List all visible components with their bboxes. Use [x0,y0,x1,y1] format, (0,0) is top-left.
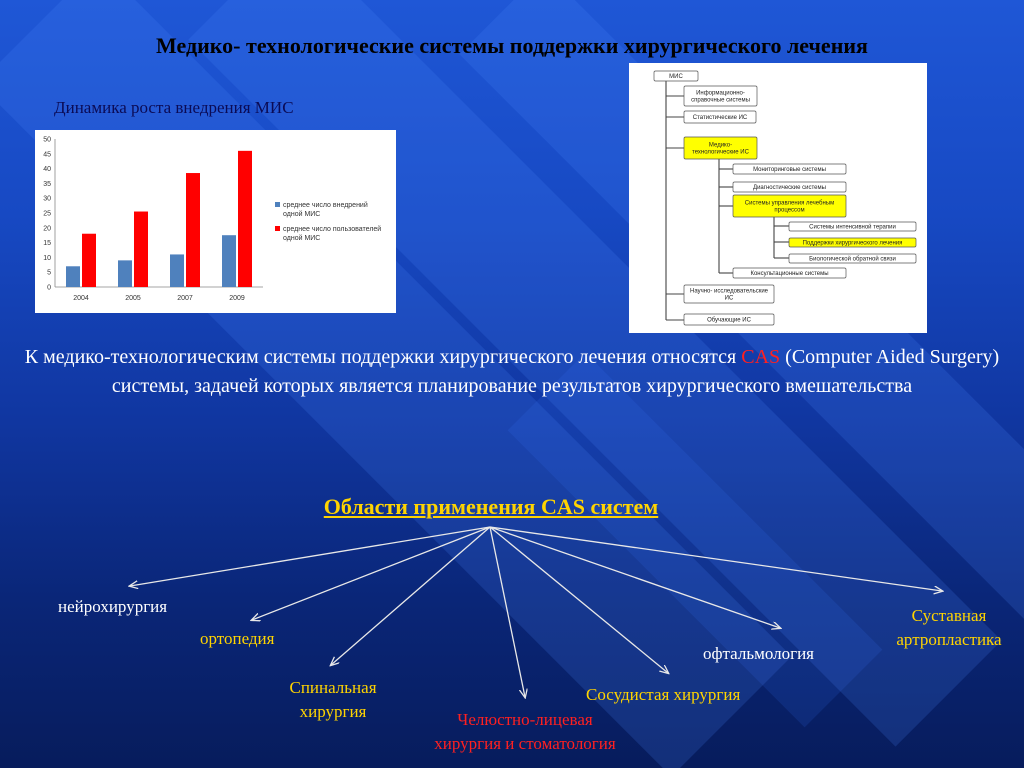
node-label: Поддержки хирургического лечения [802,240,903,247]
area-spinal-surgery: Спинальная хирургия [289,678,377,721]
node-label: Мониторинговые системы [753,167,826,173]
area-arrow [252,527,490,620]
area-arrow [490,527,942,591]
y-tick-label: 15 [43,240,51,248]
area-joint-arthroplasty: Суставная артропластика [896,606,1002,649]
area-arrow [331,527,490,665]
area-maxillofacial-surgery: Челюстно-лицевая хирургия и стоматология [434,710,616,753]
node-label: Статистические ИС [692,115,748,121]
y-tick-label: 40 [43,166,51,174]
area-arrow [490,527,780,628]
x-tick-label: 2004 [73,295,89,302]
node-label: Информационно-справочные системы [691,90,750,104]
main-description: К медико-технологическим системы поддержки хирургического лечения относятся CAS (Computer Aided Surgery) системы, задачей которых является планирование результатов хирургического вмешательства [24,346,1000,397]
node-label: Обучающие ИС [707,317,751,324]
y-tick-label: 30 [43,195,51,203]
node-label: Биологической обратной связи [809,256,896,263]
area-arrow [130,527,490,586]
area-ophthalmology: офтальмология [703,644,814,663]
area-orthopedics: ортопедия [200,629,275,648]
x-tick-label: 2007 [177,295,193,302]
y-tick-label: 25 [43,210,51,218]
y-tick-label: 10 [43,254,51,262]
areas-title: Области применения CAS систем [323,494,659,519]
y-tick-label: 45 [43,151,51,159]
x-tick-label: 2009 [229,295,245,302]
node-label: Медико-технологические ИС [692,142,749,156]
chart-caption: Динамика роста внедрения МИС [54,98,294,117]
y-tick-label: 35 [43,180,51,188]
area-arrow [490,527,525,697]
cas-highlight: CAS [741,346,781,368]
node-label: Научно- исследовательские ИС [689,288,769,302]
y-tick-label: 5 [47,269,51,277]
node-label: Консультационные системы [750,271,829,277]
slide-title: Медико- технологические системы поддержки хирургического лечения [156,33,868,58]
area-neurosurgery: нейрохирургия [58,597,168,616]
legend-label: среднее число пользователей одной МИС [283,226,382,242]
node-label: МИС [669,74,683,80]
node-label: Диагностические системы [753,185,826,191]
node-label: Системы интенсивной терапии [809,224,896,231]
y-tick-label: 0 [47,284,51,292]
area-vascular-surgery: Сосудистая хирургия [586,685,741,704]
y-tick-label: 20 [43,225,51,233]
legend-label: среднее число внедрений одной МИС [283,202,368,218]
y-tick-label: 50 [43,136,51,144]
x-tick-label: 2005 [125,295,141,302]
node-label: Системы управления лечебным процессом [744,200,835,214]
